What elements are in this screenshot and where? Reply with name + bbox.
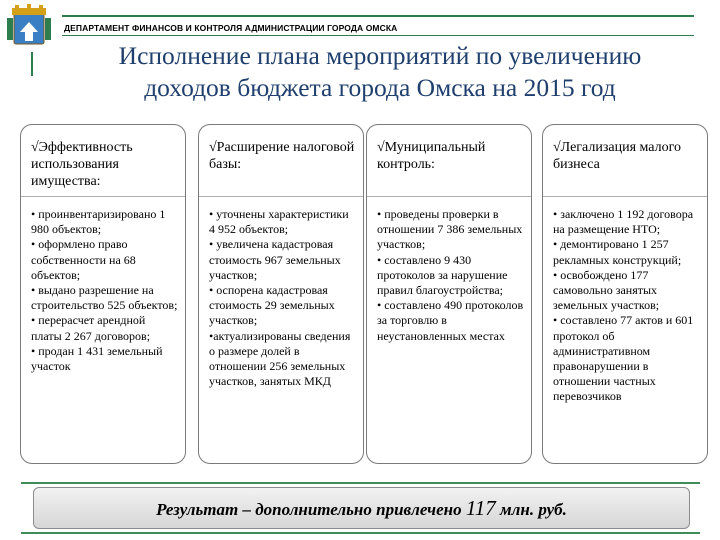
result-suffix: млн. руб.	[495, 500, 567, 519]
card-heading: √Муниципальный контроль:	[367, 125, 531, 197]
page-title-line-1: Исполнение плана мероприятий по увеличению	[118, 41, 642, 70]
card-heading: √Расширение налоговой базы:	[199, 125, 363, 197]
card-heading: √Легализация малого бизнеса	[543, 125, 707, 197]
card-body: • проведены проверки в отношении 7 386 земельных участков; • составлено 9 430 протоколов за нарушение правил благоустройства; • составлено 490 протоколов за торговлю в неустановленных местах	[377, 207, 524, 343]
result-prefix: Результат – дополнительно привлечено	[156, 500, 466, 519]
result-amount: 117	[465, 496, 496, 520]
result-banner	[33, 487, 690, 529]
card-tax-base	[198, 124, 364, 464]
accent-line	[31, 52, 33, 76]
card-municipal-control	[366, 124, 532, 464]
card-property-efficiency	[20, 124, 186, 464]
card-body: • заключено 1 192 договора на размещение НТО; • демонтировано 1 257 рекламных конструкций; • освобождено 177 самовольно занятых земельных участков; • составлено 77 актов и 601 протокол об административном правонарушении в отношении частных перевозчиков	[553, 207, 694, 404]
header-rule-top	[62, 15, 694, 17]
department-name: ДЕПАРТАМЕНТ ФИНАНСОВ И КОНТРОЛЯ АДМИНИСТРАЦИИ ГОРОДА ОМСКА	[64, 23, 398, 33]
page-title-line-2: доходов бюджета города Омска на 2015 год	[144, 73, 616, 102]
header-rule	[62, 35, 694, 36]
page-title	[60, 40, 700, 104]
omsk-coat-of-arms-icon	[6, 4, 52, 50]
card-small-business	[542, 124, 708, 464]
card-body: • уточнены характеристики 4 952 объектов; • увеличена кадастровая стоимость 967 земельных участков; • оспорена кадастровая стоимость 29 земельных участков; •актуализированы сведения о размере долей в отношении 256 земельных участков, занятых МКД	[209, 207, 351, 389]
card-heading: √Эффективность использования имущества:	[21, 125, 185, 197]
card-body: • проинвентаризировано 1 980 объектов; • оформлено право собственности на 68 объектов; • выдано разрешение на строительство 525 объектов; • перерасчет арендной платы 2 267 договоров; • продан 1 431 земельный участок	[31, 207, 178, 374]
